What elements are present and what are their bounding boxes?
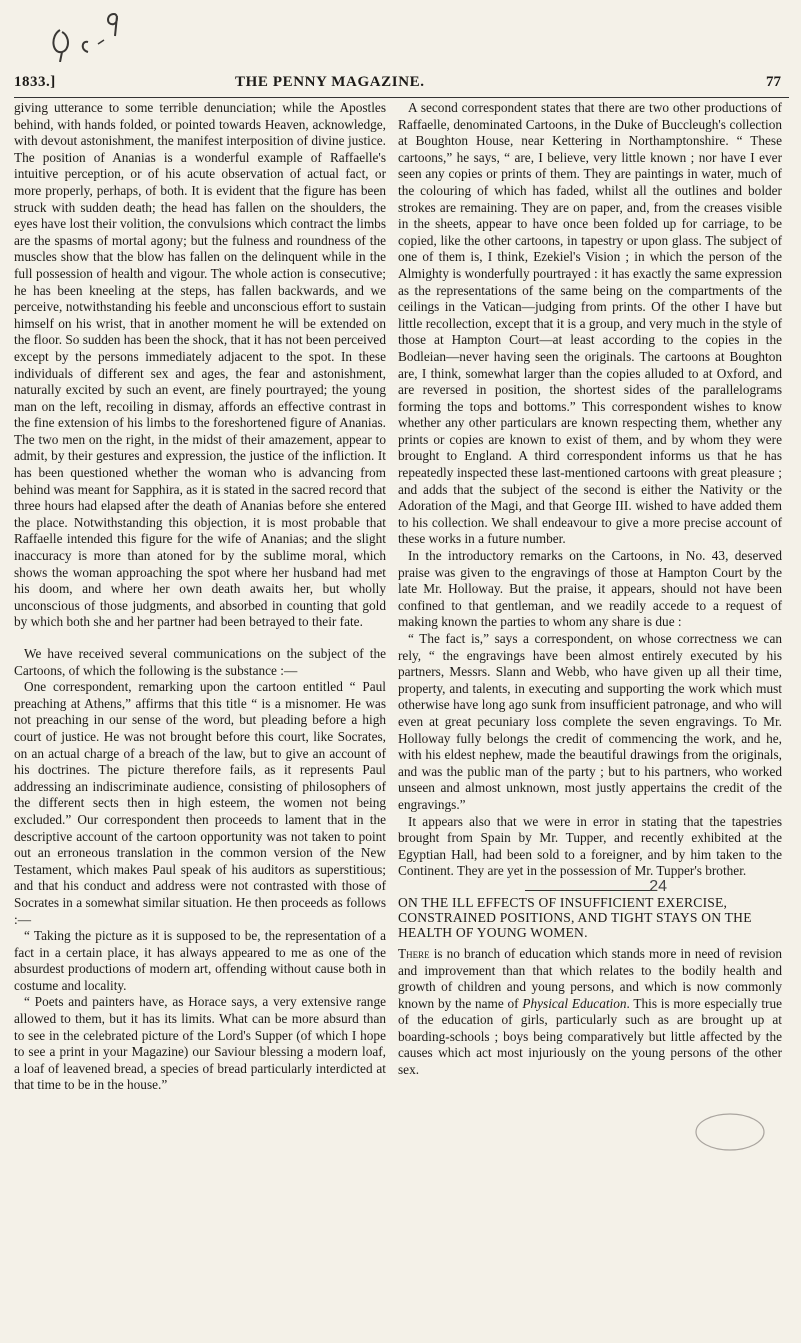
paragraph-text: . This is more especially true of the education of girls, particularly such as are brought up at boarding-schools ; boys being comparatively but little affected by the causes which act most injuriously on the young persons of the other sex. — [398, 995, 783, 1078]
paragraph: We have received several communications on the subject of the Cartoons, of which the following is the substance :— — [14, 646, 386, 678]
paragraph: In the introductory remarks on the Cartoons, in No. 43, deserved praise was given to the engravings of those at Hampton Court by the late Mr. Holloway. But the praise, it appears, should not have been confined to that gentleman, and we readily accede to a request of making known the parties to whom any share is due : — [398, 548, 782, 630]
paragraph: “ Poets and painters have, as Horace says, a very extensive range allowed to them, but it has its limits. What can be more absurd than to see in the celebrated picture of the Lord's Supper (of which I hope to see a print in your Magazine) our Saviour blessing a modern loaf, a loaf of leavened bread, a species of bread particularly interdicted at that time to be in the house.” — [14, 994, 386, 1093]
right-column — [398, 100, 782, 1079]
paragraph: “ Taking the picture as it is supposed to be, the representation of a fact in a certain place, it has always appeared to me as one of the absurdest productions of modern art, offending without cause both in costume and locality. — [14, 928, 386, 993]
page-header — [0, 0, 801, 92]
paragraph-text: is no branch of education which stands more in need of revision and improvement than that which relates to the bodily health and growth of children and young persons, and which is now commonly known by the name of — [398, 945, 782, 1011]
magazine-title: THE PENNY MAGAZINE. — [235, 74, 425, 90]
emphasis: Physical Education — [522, 995, 627, 1011]
paragraph: “ The fact is,” says a correspondent, on whose correctness we can rely, “ the engravings have been almost entirely executed by his partners, Messrs. Slann and Webb, who have given up all their time, property, and talents, in executing and supporting the work which must otherwise have long ago sunk from insufficient patronage, and who will even at great pecuniary loss complete the seven engravings. To Mr. Holloway fully belongs the credit of commencing the work, and he, with his eldest nephew, made the beautiful drawings from the originals, and was the public man of the party ; but to his partners, who worked unseen and almost unknown, most justly appertains the credit of the engravings.” — [398, 631, 782, 812]
handwritten-number: 24 — [649, 877, 667, 895]
library-stamp — [694, 1112, 766, 1152]
paragraph: giving utterance to some terrible denunciation; while the Apostles behind, with hands folded, or pointed towards Heaven, acknowledge, with devout astonishment, the manifest interposition of divine justice. The position of Ananias is a wonderful example of Raffaelle's intuitive perception, or of his acute observation of actual fact, or more properly, perhaps, of both. It is evident that the figure has been struck with sudden death; the head has fallen on the shoulders, the eyes have lost their volition, the convulsions which contract the limbs are the spasms of mortal agony; but the fulness and roundness of the muscles show that the blow has fallen on the delinquent while in the full possession of health and vigour. The whole action is consecutive; he has been kneeling at the steps, has fallen backwards, and we perceive, notwithstanding his feeble and unconscious effort to sustain himself on his wrist, that in another moment he will be extended on the floor. So sudden has been the shock, that it has not been perceived except by the persons immediately adjacent to the spot. In these individuals of different sex and ages, the fear and astonishment, naturally excited by such an event, are finely pourtrayed; the young man on the left, recoiling in dismay, affords an effective contrast in the fine extension of his limbs to the foreshortened figure of Ananias. The two men on the right, in the midst of their amazement, appear to admit, by their gestures and expression, the justice of the infliction. It has been questioned whether the woman who is advancing from behind was meant for Sapphira, as it is stated in the sacred record that three hours had elapsed after the death of Ananias before she entered the place. Notwithstanding this objection, it is most probable that Raffaelle intended this figure for the wife of Ananias; and the slight inaccuracy is more than atoned for by the sublime moral, which shows the woman approaching the spot where her husband had met his doom, and where her own death awaits her, but wholly unconscious of those judgments, and absorbed in counting that gold by which both she and her partner had been betrayed to their fate. — [14, 100, 386, 630]
paragraph — [398, 946, 782, 1079]
handwritten-annotation — [48, 0, 128, 62]
issue-year: 1833.] — [14, 74, 56, 90]
lead-word: There — [398, 945, 430, 961]
left-column — [14, 100, 386, 1094]
paragraph: One correspondent, remarking upon the cartoon entitled “ Paul preaching at Athens,” affirms that this title “ is a misnomer. He was not preaching in our sense of the word, but pleading before a high court of justice. He was not brought before this court, like Socrates, on an actual charge of a breach of the law, but to give an account of his doctrines. The picture therefore fails, as it represents Paul addressing an indiscriminate audience, consisting of philosophers of the different sects then in high esteem, the women not being excluded.” Our correspondent then proceeds to lament that in the descriptive account of the cartoon opportunity was not taken to point out an erroneous translation in the common version of the New Testament, which makes Paul speak of his auditors as superstitious; and that his conduct and address were not contrasted with those of Socrates in a somewhat similar situation. He then proceeds as follows :— — [14, 679, 386, 927]
paragraph: It appears also that we were in error in stating that the tapestries brought from Spain by Mr. Tupper, and recently exhibited at the Egyptian Hall, had been sold to a foreigner, and by him taken to the Continent. They are yet in the possession of Mr. Tupper's brother. — [398, 813, 782, 879]
page-number: 77 — [766, 74, 781, 90]
section-divider — [525, 877, 667, 895]
paragraph: A second correspondent states that there are two other productions of Raffaelle, denominated Cartoons, in the Duke of Buccleugh's collection at Boughton House, near Kettering in Northamptonshire. “ These cartoons,” he says, “ are, I believe, very little known ; nor have I ever seen any copies or prints of them. They are paintings in water, much of the colouring of which has faded, whilst all the outlines and bolder strokes are remaining. They are on paper, and, from the creases visible in the sheets, appear to have once been folded up for carriage, to be copied, like the other cartoons, in tapestry or upon glass. The subject of one of them is, I think, Ezekiel's Vision ; in which the person of the Almighty is wonderfully pourtrayed : it has exactly the same expression as the representations of the same being on the compartments of the ceilings in the Vatican—judging from prints. Of the other I have but little recollection, except that it is a group, and very much in the style of those at Hampton Court—at least according to the copies in the Bodleian—never having seen the originals. The cartoons at Boughton are, I think, somewhat larger than the copies alluded to at Oxford, and are reversed in position, the shortest sides of the parallelograms forming the tops and bottoms.” This correspondent wishes to know whether any other particulars are known respecting them, whether any prints or copies are known to exist of them, and by whom they were brought to England. A third correspondent informs us that he has repeatedly inspected these last-mentioned cartoons with great pleasure ; and adds that the subject of the second is either the Nativity or the Adoration of the Magi, and that George III. wished to have added them to his collection. We shall endeavour to give a more precise account of these works in a future number. — [398, 100, 782, 547]
article-title: ON THE ILL EFFECTS OF INSUFFICIENT EXERCISE, CONSTRAINED POSITIONS, AND TIGHT STAYS ON THE HEALTH OF YOUNG WOMEN. — [398, 894, 752, 940]
header-rule — [14, 97, 789, 98]
